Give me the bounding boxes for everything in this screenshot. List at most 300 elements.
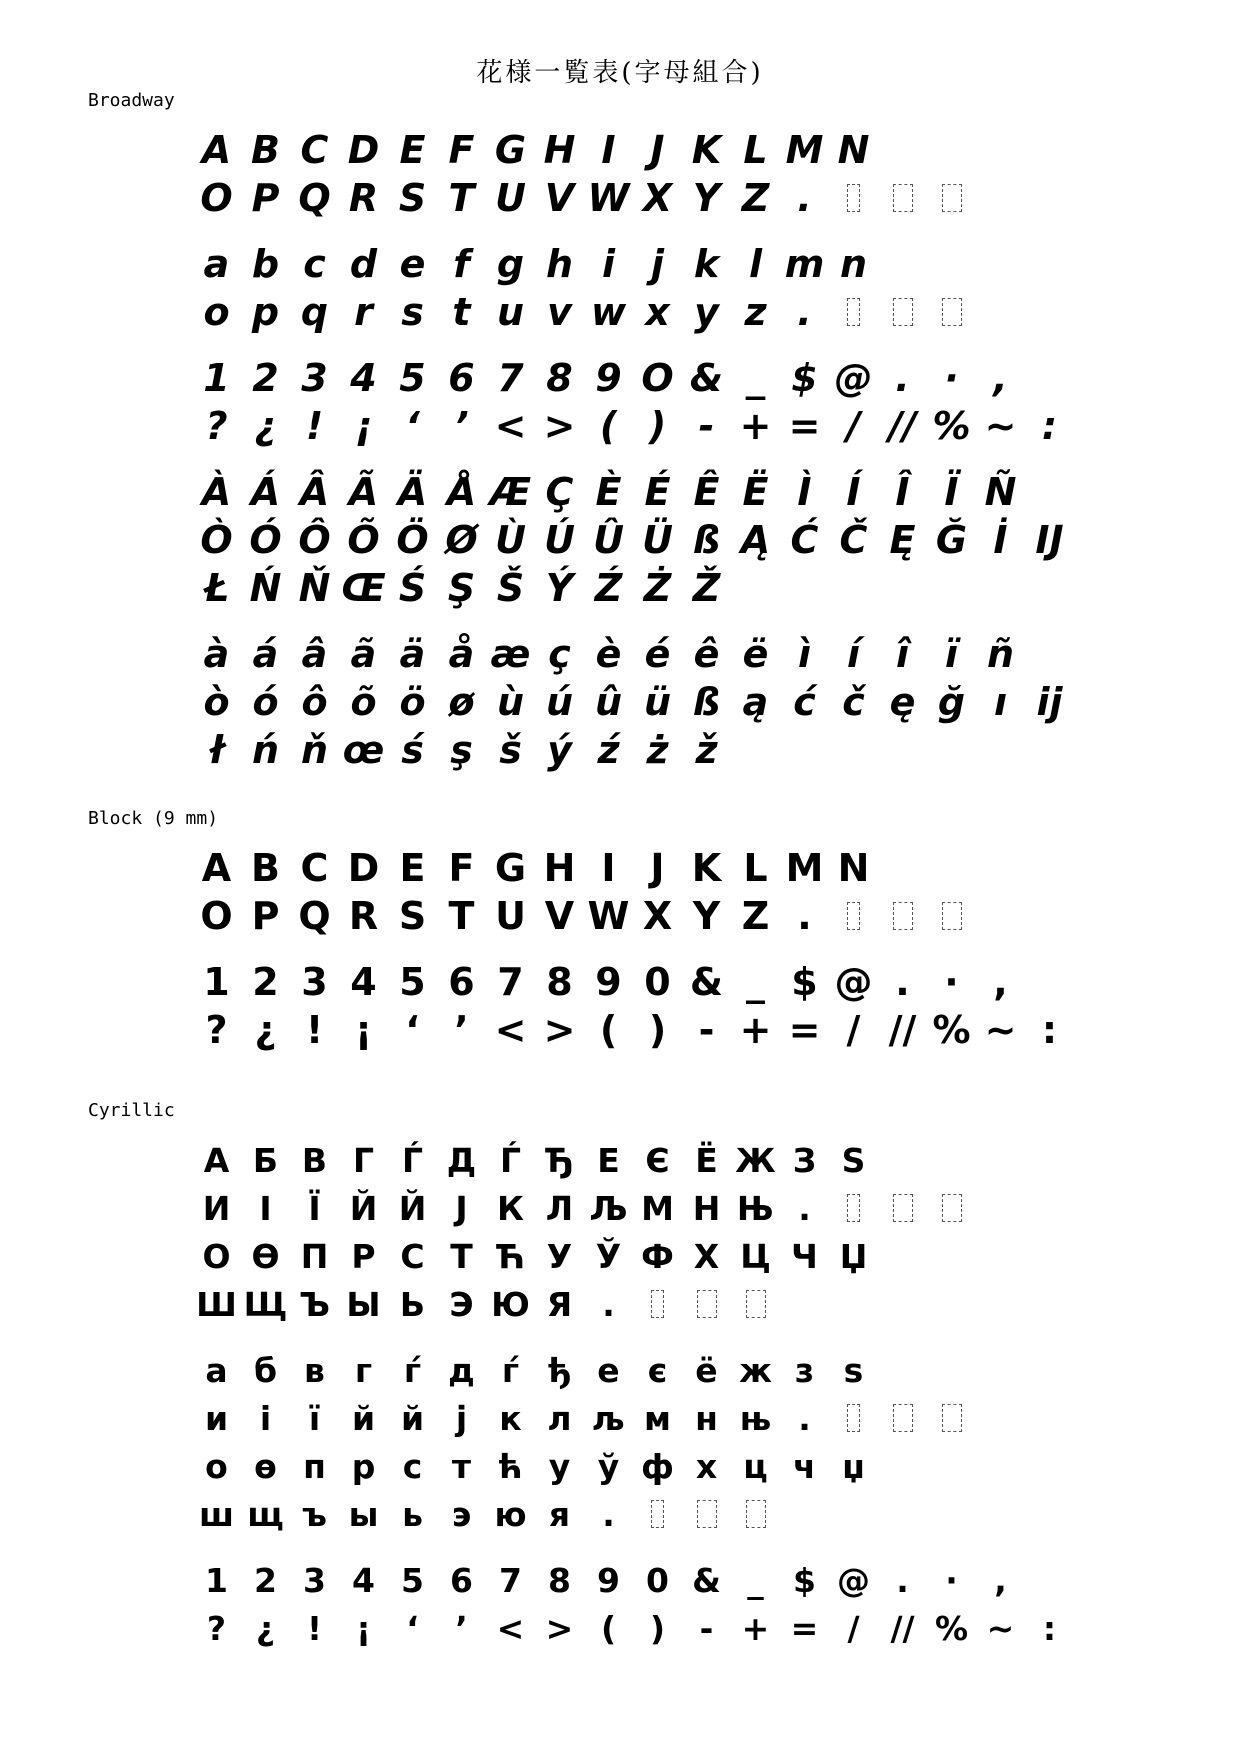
glyph: < [494,1008,527,1052]
glyph: % [932,404,971,448]
glyph: ś [401,728,424,772]
glyph: ij [1036,680,1063,724]
dashed-box-icon [847,902,860,930]
glyph: : [1042,1608,1057,1648]
empty-slot-icon [829,892,878,940]
glyph-row [192,1604,1074,1652]
glyph: @ [834,960,873,1004]
glyph: Ś [398,566,427,610]
glyph: Ж [735,1140,776,1180]
glyph: · [945,1560,958,1600]
glyph: . [798,1398,811,1438]
glyph-block [192,1136,1074,1652]
glyph: ’ [454,404,469,448]
glyph: A [201,846,232,890]
glyph: d [349,242,378,286]
glyph: H [543,128,576,172]
glyph: 5 [399,356,426,400]
glyph: · [944,356,959,400]
glyph: è [595,632,622,676]
glyph: w [590,290,627,334]
glyph: ( [600,1608,617,1648]
glyph: M [785,846,824,890]
glyph: N [837,846,870,890]
glyph: + [741,1608,770,1648]
glyph: á [252,632,279,676]
glyph: Ў [595,1236,622,1276]
glyph: я [548,1494,571,1534]
glyph: . [798,1188,811,1228]
glyph: Ј [455,1188,468,1228]
glyph: 3 [303,1560,326,1600]
glyph: _ [747,1560,764,1600]
glyph: в [304,1350,325,1390]
glyph: ñ [986,632,1015,676]
glyph: B [251,128,280,172]
dashed-box-icon [847,184,860,212]
glyph: D [347,846,380,890]
glyph: 1 [203,356,230,400]
glyph-row [192,1556,1074,1604]
glyph: s [401,290,424,334]
glyph: Л [545,1188,574,1228]
dashed-box-icon [847,1404,860,1432]
dashed-box-icon [651,1500,664,1528]
glyph: м [644,1398,671,1438]
glyph: W [587,894,630,938]
glyph: Ğ [935,518,968,562]
glyph: л [547,1398,572,1438]
glyph: > [543,404,576,448]
glyph: ) [648,1008,667,1052]
glyph: ż [646,728,669,772]
glyph: < [494,404,527,448]
dashed-box-icon [942,902,962,930]
glyph: . [602,1494,615,1534]
glyph: Ø [445,518,478,562]
glyph-row [192,516,1074,564]
glyph: Z [741,894,770,938]
glyph: к [499,1398,522,1438]
glyph: ~ [984,1008,1017,1052]
glyph: = [788,1008,821,1052]
glyph: _ [746,960,765,1004]
empty-slot-icon [927,288,976,336]
glyph: ì [797,632,812,676]
glyph-row [192,288,1074,336]
glyph-row [192,354,1074,402]
glyph: Д [446,1140,477,1180]
glyph: Ө [251,1236,280,1276]
glyph: r [354,290,373,334]
glyph: ђ [547,1350,572,1390]
glyph: ў [597,1446,620,1486]
glyph: Ó [249,518,282,562]
glyph: ) [648,404,667,448]
glyph: ¡ [354,1008,373,1052]
glyph: ј [455,1398,468,1438]
glyph: Я [546,1284,573,1324]
glyph: c [303,242,326,286]
glyph: E [399,846,426,890]
glyph: k [693,242,720,286]
glyph: Њ [736,1188,775,1228]
glyph: č [842,680,865,724]
glyph: І [259,1188,272,1228]
glyph: ć [793,680,816,724]
empty-slot-icon [829,1394,878,1442]
glyph: ц [743,1446,768,1486]
glyph: Q [298,176,331,220]
glyph: & [689,960,724,1004]
glyph: I [601,128,616,172]
empty-slot-icon [878,1394,927,1442]
glyph: Ѓ [401,1140,424,1180]
glyph: а [205,1350,228,1390]
glyph: 6 [448,356,475,400]
glyph: X [642,176,673,220]
dashed-box-icon [893,902,913,930]
glyph: F [448,128,475,172]
glyph: щ [247,1494,284,1534]
glyph: b [251,242,280,286]
glyph: Ô [298,518,331,562]
glyph: И [202,1188,231,1228]
glyph: V [544,176,575,220]
glyph: n [839,242,868,286]
glyph: ğ [937,680,966,724]
glyph: З [792,1140,817,1180]
glyph: g [496,242,525,286]
glyph: ‘ [405,404,420,448]
glyph-row [192,468,1074,516]
glyph: L [743,846,768,890]
glyph: 4 [352,1560,375,1600]
glyph: К [497,1188,524,1228]
glyph: . [797,176,812,220]
glyph: / [846,404,861,448]
glyph: Ò [200,518,233,562]
glyph: - [698,1008,715,1052]
glyph: G [494,846,527,890]
glyph: // [890,1608,915,1648]
glyph: Z [741,176,770,220]
glyph: 8 [548,1560,571,1600]
dashed-box-icon [697,1290,717,1318]
glyph: ş [450,728,473,772]
glyph: ѓ [501,1350,520,1390]
glyph: Ћ [496,1236,525,1276]
glyph: Ý [545,566,574,610]
glyph: S [398,176,427,220]
glyph-row [192,1442,1074,1490]
glyph: Ñ [984,470,1017,514]
glyph: ù [496,680,525,724]
glyph: Ф [641,1236,674,1276]
glyph: O [200,894,233,938]
glyph: H [543,846,576,890]
glyph: ї [308,1398,321,1438]
glyph: 4 [350,960,377,1004]
glyph: ! [306,1608,323,1648]
glyph: Ь [399,1284,426,1324]
glyph-row [192,678,1074,726]
glyph: p [251,290,280,334]
dashed-box-icon [942,1194,962,1222]
glyph: Ч [791,1236,818,1276]
glyph: ź [597,728,620,772]
glyph: ‘ [406,1608,419,1648]
empty-slot-icon [682,1490,731,1538]
glyph: Ю [491,1284,530,1324]
glyph: ë [742,632,769,676]
glyph: ę [889,680,916,724]
glyph: . [797,894,812,938]
glyph: P [251,894,280,938]
glyph: ô [301,680,328,724]
glyph: ё [695,1350,718,1390]
glyph: $ [791,960,818,1004]
dashed-box-icon [746,1500,766,1528]
glyph: п [303,1446,326,1486]
glyph: B [251,846,280,890]
glyph: Ü [642,518,673,562]
glyph: ¡ [355,1608,372,1648]
glyph: > [543,1008,576,1052]
glyph: : [1041,1008,1058,1052]
glyph: ã [350,632,377,676]
empty-slot-icon [633,1280,682,1328]
glyph: ѕ [843,1350,864,1390]
glyph: њ [739,1398,772,1438]
glyph: ı [993,680,1008,724]
glyph: y [694,290,719,334]
glyph-row [192,1232,1074,1280]
glyph: д [448,1350,475,1390]
glyph-row [192,564,1074,612]
glyph: 6 [448,960,475,1004]
glyph: ш [198,1494,235,1534]
glyph: Ć [790,518,819,562]
glyph: 3 [301,960,328,1004]
glyph: Ä [397,470,428,514]
glyph: õ [350,680,377,724]
glyph: u [496,290,525,334]
glyph: Ž [692,566,721,610]
glyph: t [452,290,471,334]
empty-slot-icon [927,892,976,940]
glyph: q [300,290,329,334]
empty-slot-icon [878,174,927,222]
glyph: = [790,1608,819,1648]
glyph-block [192,844,1074,1054]
glyph: ¿ [254,404,277,448]
dashed-box-icon [942,1404,962,1432]
glyph: Й [398,1188,427,1228]
glyph: н [695,1398,718,1438]
glyph: ß [692,518,721,562]
glyph: v [547,290,572,334]
glyph: ? [205,1008,228,1052]
glyph: A [201,128,232,172]
glyph: % [932,1008,971,1052]
glyph: э [451,1494,472,1534]
glyph: Ę [889,518,916,562]
glyph: ú [545,680,574,724]
glyph: г [354,1350,373,1390]
glyph: ¡ [354,404,373,448]
glyph: - [698,404,715,448]
glyph: ~ [984,404,1017,448]
glyph: å [448,632,475,676]
glyph: Š [496,566,525,610]
glyph: ó [252,680,279,724]
glyph: 6 [450,1560,473,1600]
glyph: û [594,680,623,724]
glyph: í [846,632,861,676]
glyph-row [192,1136,1074,1184]
empty-slot-icon [829,1184,878,1232]
glyph: ’ [454,1008,469,1052]
glyph-row [192,1394,1074,1442]
glyph: ł [209,728,224,772]
glyph: ? [206,1608,227,1648]
glyph: Ì [797,470,812,514]
glyph: ń [251,728,280,772]
glyph-block [192,126,1074,774]
glyph: . [602,1284,615,1324]
glyph: 3 [301,356,328,400]
empty-slot-icon [829,174,878,222]
glyph-row [192,726,1074,774]
glyph: É [644,470,671,514]
glyph: Ń [249,566,282,610]
glyph: Б [252,1140,279,1180]
glyph: Х [693,1236,720,1276]
glyph: _ [746,356,765,400]
glyph: Ë [742,470,769,514]
glyph: ! [305,404,324,448]
glyph: ö [399,680,426,724]
glyph: S [398,894,427,938]
glyph: ž [695,728,718,772]
glyph: 7 [499,1560,522,1600]
glyph: & [689,356,724,400]
glyph: ж [739,1350,772,1390]
glyph: Ù [495,518,526,562]
glyph: P [251,176,280,220]
glyph: Ã [348,470,379,514]
glyph: ( [599,1008,618,1052]
glyph: 7 [497,356,524,400]
glyph: @ [834,356,873,400]
dashed-box-icon [893,184,913,212]
glyph: O [641,356,674,400]
glyph-row [192,240,1074,288]
glyph: Y [692,894,721,938]
empty-slot-icon [829,288,878,336]
glyph: I [601,846,616,890]
glyph: ¿ [254,1008,277,1052]
glyph: р [351,1446,376,1486]
glyph: Є [645,1140,670,1180]
glyph: K [691,846,722,890]
glyph: À [201,470,232,514]
dashed-box-icon [893,1194,913,1222]
glyph: U [495,176,526,220]
glyph-row [192,126,1074,174]
dashed-box-icon [942,298,962,326]
page-title: 花様一覧表(字母組合) [476,58,764,88]
glyph: о [205,1446,228,1486]
glyph: İ [993,518,1008,562]
glyph: ß [692,680,721,724]
glyph: Œ [341,566,386,610]
glyph: % [934,1608,969,1648]
glyph: U [495,894,526,938]
glyph: š [499,728,522,772]
glyph-row [192,174,1074,222]
glyph: // [888,404,917,448]
glyph: Ż [643,566,672,610]
glyph: x [645,290,670,334]
glyph: Ł [203,566,230,610]
glyph: ! [305,1008,324,1052]
glyph: M [785,128,824,172]
glyph-row [192,844,1074,892]
glyph: à [203,632,230,676]
glyph: a [203,242,230,286]
glyph: f [453,242,470,286]
glyph: ï [944,632,959,676]
glyph: С [400,1236,425,1276]
glyph: / [846,1008,861,1052]
empty-slot-icon [878,892,927,940]
dashed-box-icon [746,1290,766,1318]
glyph: ѓ [403,1350,422,1390]
glyph: Ї [308,1188,321,1228]
glyph: î [895,632,910,676]
glyph: Ъ [298,1284,330,1324]
empty-slot-icon [878,288,927,336]
empty-slot-icon [927,174,976,222]
glyph: ы [348,1494,379,1534]
glyph: е [597,1350,620,1390]
dashed-box-icon [697,1500,717,1528]
glyph: ћ [498,1446,523,1486]
glyph: é [644,632,671,676]
dashed-box-icon [651,1290,664,1318]
glyph: ò [203,680,230,724]
glyph: > [545,1608,574,1648]
glyph: @ [837,1560,870,1600]
glyph: D [347,128,380,172]
glyph: х [695,1446,718,1486]
glyph: б [253,1350,278,1390]
glyph: R [348,176,379,220]
glyph: Ђ [545,1140,574,1180]
glyph: ю [494,1494,527,1534]
glyph: Y [692,176,721,220]
glyph: Е [597,1140,620,1180]
empty-slot-icon [731,1490,780,1538]
glyph-row [192,958,1074,1006]
glyph: G [494,128,527,172]
glyph: 9 [595,960,622,1004]
glyph: Ç [545,470,574,514]
glyph: ө [254,1446,277,1486]
glyph: Н [692,1188,721,1228]
